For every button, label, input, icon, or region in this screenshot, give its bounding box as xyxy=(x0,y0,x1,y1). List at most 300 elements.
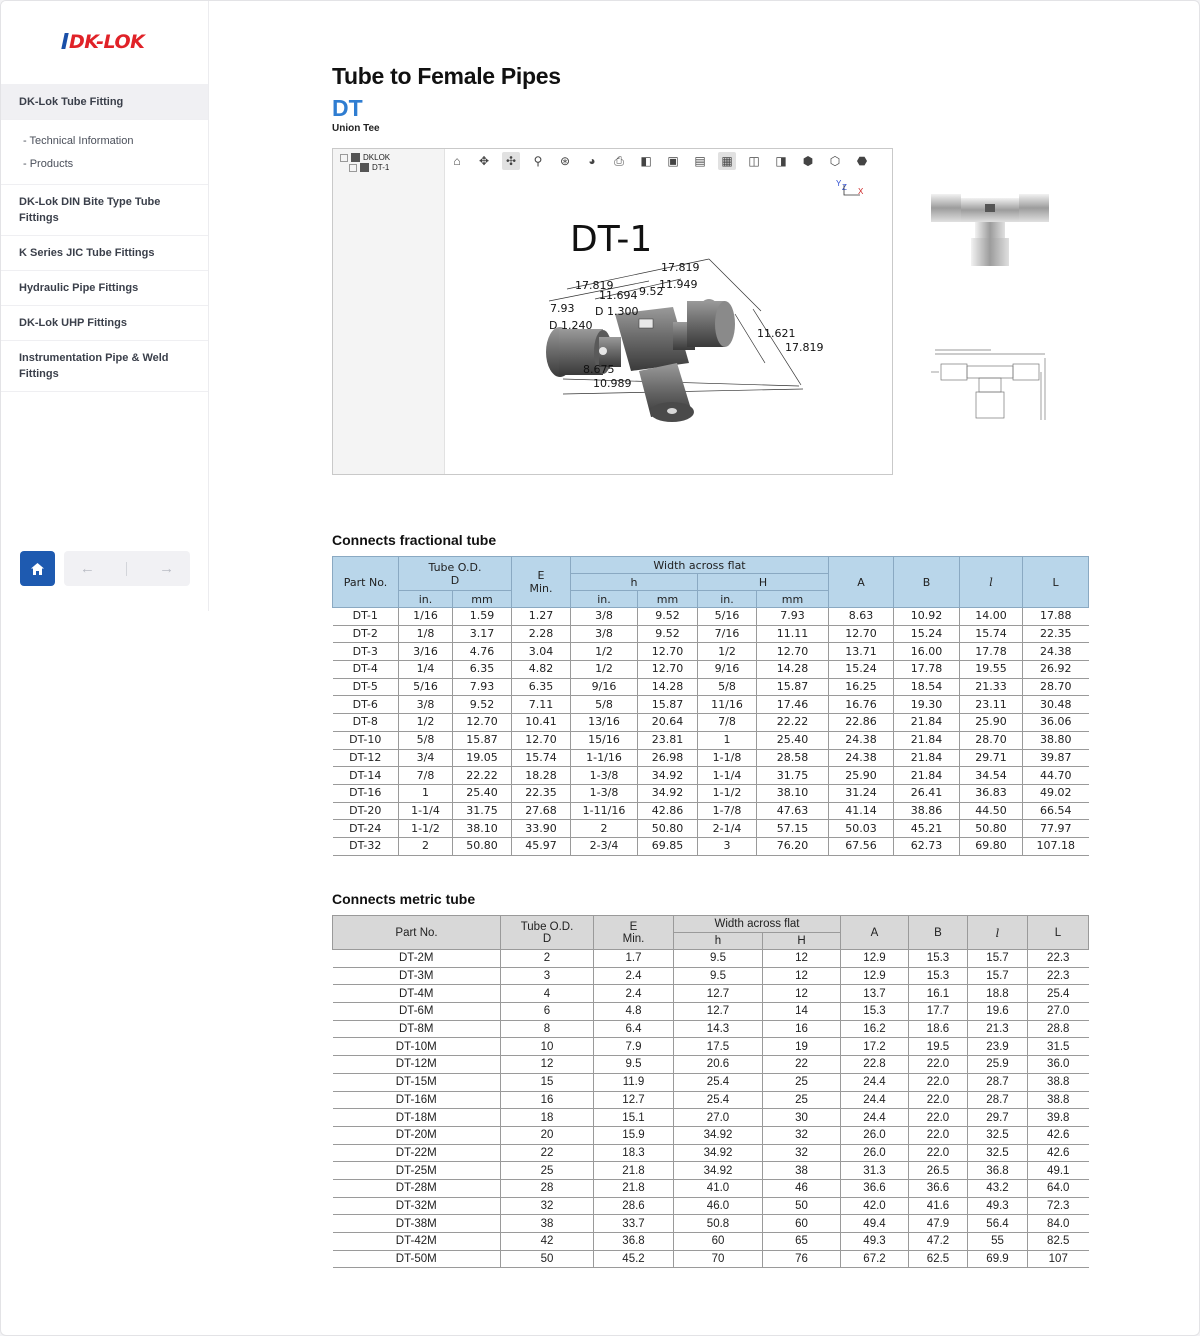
table-cell: 69.80 xyxy=(960,837,1023,855)
table-cell: 49.02 xyxy=(1023,784,1089,802)
table-cell: 50.8 xyxy=(674,1215,763,1233)
table-row xyxy=(333,749,1089,767)
header-d-label: D xyxy=(542,932,552,945)
table-cell: 44.50 xyxy=(960,802,1023,820)
part-number-cell: DT-5 xyxy=(333,678,399,696)
zoom-icon[interactable]: ⚲ xyxy=(533,154,543,168)
table-cell: 12 xyxy=(763,985,841,1003)
table-row xyxy=(333,1233,1089,1251)
part-number-cell: DT-3M xyxy=(333,967,501,985)
table-cell: 38.86 xyxy=(894,802,960,820)
table-cell: 5/8 xyxy=(571,696,638,714)
table-row xyxy=(333,1073,1089,1091)
table-cell: 31.3 xyxy=(841,1162,909,1180)
table-cell: 27.68 xyxy=(512,802,571,820)
shaded-edges-icon[interactable]: ▦ xyxy=(718,152,736,170)
table-cell: 13/16 xyxy=(571,714,638,732)
part-number-cell: DT-4 xyxy=(333,661,399,679)
table-cell: 62.5 xyxy=(909,1250,968,1268)
product-drawing-thumbnail[interactable] xyxy=(931,344,1049,424)
home-icon xyxy=(31,563,44,575)
view-top-icon[interactable]: ⬡ xyxy=(829,154,841,168)
table-cell: 25.9 xyxy=(968,1056,1028,1074)
table-cell: 9.52 xyxy=(638,608,698,626)
table-cell: 49.4 xyxy=(841,1215,909,1233)
next-arrow-icon[interactable]: → xyxy=(159,560,175,577)
dimension-label: 10.989 xyxy=(593,377,632,390)
table-row xyxy=(333,802,1089,820)
table-cell: 12.70 xyxy=(453,714,512,732)
table-cell: 47.63 xyxy=(757,802,829,820)
table-cell: 44.70 xyxy=(1023,767,1089,785)
table-cell: 56.4 xyxy=(968,1215,1028,1233)
table-cell: 2 xyxy=(571,820,638,838)
view-side-icon[interactable]: ⬣ xyxy=(856,154,868,168)
table-row xyxy=(333,1144,1089,1162)
table-cell: 22.86 xyxy=(829,714,894,732)
table-cell: 14.28 xyxy=(757,661,829,679)
table-cell: 9/16 xyxy=(698,661,757,679)
table-cell: 42.6 xyxy=(1028,1126,1089,1144)
table-cell: 3 xyxy=(501,967,594,985)
table-cell: 26.5 xyxy=(909,1162,968,1180)
table-cell: 7/8 xyxy=(399,767,453,785)
table-cell: 21.84 xyxy=(894,731,960,749)
part-number-cell: DT-12M xyxy=(333,1056,501,1074)
table-cell: 15.74 xyxy=(512,749,571,767)
table-cell: 1/2 xyxy=(399,714,453,732)
table-cell: 28.58 xyxy=(757,749,829,767)
table-cell: 24.4 xyxy=(841,1109,909,1127)
table-cell: 36.83 xyxy=(960,784,1023,802)
part-number-cell: DT-16M xyxy=(333,1091,501,1109)
measure-icon[interactable]: ⎙ xyxy=(614,153,624,168)
table-row xyxy=(333,1109,1089,1127)
fitting-3d-model[interactable] xyxy=(333,149,892,474)
table-row xyxy=(333,767,1089,785)
table-cell: 42.0 xyxy=(841,1197,909,1215)
table-cell: 7.93 xyxy=(757,608,829,626)
table-row xyxy=(333,1197,1089,1215)
table-cell: 20.6 xyxy=(674,1056,763,1074)
sidebar xyxy=(1,1,209,611)
table-cell: 15.87 xyxy=(757,678,829,696)
table-cell: 3/8 xyxy=(571,625,638,643)
header-l-big: L xyxy=(1023,557,1089,608)
table-cell: 24.4 xyxy=(841,1091,909,1109)
dimension-label: 9.52 xyxy=(639,285,664,298)
table-row xyxy=(333,1250,1089,1268)
table-cell: 38.10 xyxy=(757,784,829,802)
table-cell: 19.55 xyxy=(960,661,1023,679)
dimension-label: 8.675 xyxy=(583,363,615,376)
table-cell: 26.92 xyxy=(1023,661,1089,679)
table-cell: 38.80 xyxy=(1023,731,1089,749)
table-cell: 3/16 xyxy=(399,643,453,661)
table-row xyxy=(333,1003,1089,1021)
table-cell: 31.75 xyxy=(757,767,829,785)
table-cell: 4.8 xyxy=(594,1003,674,1021)
table-cell: 2-1/4 xyxy=(698,820,757,838)
table-cell: 22 xyxy=(501,1144,594,1162)
table-cell: 25.40 xyxy=(757,731,829,749)
table-cell: 16.00 xyxy=(894,643,960,661)
table-row xyxy=(333,696,1089,714)
table-cell: 5/8 xyxy=(399,731,453,749)
table-cell: 25.4 xyxy=(1028,985,1089,1003)
table-cell: 1/16 xyxy=(399,608,453,626)
table-cell: 15 xyxy=(501,1073,594,1091)
table-cell: 38.10 xyxy=(453,820,512,838)
table-cell: 24.4 xyxy=(841,1073,909,1091)
table-cell: 2-3/4 xyxy=(571,837,638,855)
table-cell: 15/16 xyxy=(571,731,638,749)
header-h-big: H xyxy=(763,933,841,950)
table-cell: 1-3/8 xyxy=(571,784,638,802)
table-cell: 16 xyxy=(763,1020,841,1038)
table-cell: 2.4 xyxy=(594,967,674,985)
table-cell: 49.3 xyxy=(968,1197,1028,1215)
table-cell: 50.80 xyxy=(960,820,1023,838)
table-cell: 20.64 xyxy=(638,714,698,732)
table-cell: 4.82 xyxy=(512,661,571,679)
table-cell: 1/2 xyxy=(571,643,638,661)
table-cell: 7/16 xyxy=(698,625,757,643)
header-h-small: h xyxy=(571,574,698,591)
table-cell: 46 xyxy=(763,1179,841,1197)
table-cell: 84.0 xyxy=(1028,1215,1089,1233)
header-min-label: Min. xyxy=(529,582,553,595)
table-cell: 41.0 xyxy=(674,1179,763,1197)
table-row xyxy=(333,714,1089,732)
table-cell: 32 xyxy=(763,1144,841,1162)
table-cell: 39.8 xyxy=(1028,1109,1089,1127)
table-cell: 1-1/2 xyxy=(399,820,453,838)
table-row xyxy=(333,985,1089,1003)
table-cell: 19 xyxy=(763,1038,841,1056)
section-icon[interactable]: ◕ xyxy=(588,154,596,168)
sidebar-subitem-products[interactable]: - Products xyxy=(23,158,74,170)
table-cell: 15.74 xyxy=(960,625,1023,643)
part-number-cell: DT-6 xyxy=(333,696,399,714)
rotate-icon[interactable]: ✣ xyxy=(502,152,520,170)
table-cell: 47.2 xyxy=(909,1233,968,1251)
header-unit-in: in. xyxy=(698,591,757,608)
view-front-icon[interactable]: ◫ xyxy=(748,154,760,168)
sidebar-subitem-technical-information[interactable]: - Technical Information xyxy=(23,135,134,147)
table-row xyxy=(333,837,1089,855)
metric-spec-table xyxy=(332,915,1089,1268)
table-cell: 23.9 xyxy=(968,1038,1028,1056)
table-cell: 13.7 xyxy=(841,985,909,1003)
axis-z-label: Z xyxy=(842,183,847,192)
part-number-cell: DT-20M xyxy=(333,1126,501,1144)
table-cell: 9.52 xyxy=(638,625,698,643)
table-cell: 5/16 xyxy=(698,608,757,626)
table-cell: 1/4 xyxy=(399,661,453,679)
table-cell: 28.70 xyxy=(1023,678,1089,696)
sidebar-item-uhp-fittings[interactable]: DK-Lok UHP Fittings xyxy=(1,306,208,341)
table-row xyxy=(333,625,1089,643)
table-cell: 45.2 xyxy=(594,1250,674,1268)
table-cell: 27.0 xyxy=(674,1109,763,1127)
dk-lok-logo[interactable] xyxy=(63,31,144,53)
table-cell: 26.98 xyxy=(638,749,698,767)
table-row xyxy=(333,1179,1089,1197)
table-cell: 72.3 xyxy=(1028,1197,1089,1215)
table-cell: 24.38 xyxy=(829,731,894,749)
table-cell: 1.27 xyxy=(512,608,571,626)
table-cell: 1-7/8 xyxy=(698,802,757,820)
table-row xyxy=(333,950,1089,968)
table-cell: 31.24 xyxy=(829,784,894,802)
table-cell: 27.0 xyxy=(1028,1003,1089,1021)
header-e-min xyxy=(594,916,674,950)
home-view-icon[interactable]: ⌂ xyxy=(453,154,461,168)
table-cell: 18.3 xyxy=(594,1144,674,1162)
table-cell: 1-1/16 xyxy=(571,749,638,767)
table-cell: 6.35 xyxy=(512,678,571,696)
table-cell: 1-11/16 xyxy=(571,802,638,820)
table-cell: 30.48 xyxy=(1023,696,1089,714)
table-cell: 1/2 xyxy=(698,643,757,661)
product-photo-thumbnail[interactable] xyxy=(931,186,1049,266)
header-h-big: H xyxy=(698,574,829,591)
table-cell: 22.35 xyxy=(512,784,571,802)
sidebar-item-instrumentation-pipe-weld[interactable]: Instrumentation Pipe & Weld Fittings xyxy=(1,341,208,392)
table-cell: 15.3 xyxy=(841,1003,909,1021)
table-cell: 38 xyxy=(501,1215,594,1233)
table-row xyxy=(333,784,1089,802)
prev-arrow-icon[interactable]: ← xyxy=(79,560,95,577)
header-b: B xyxy=(909,916,968,950)
table-row xyxy=(333,1162,1089,1180)
table-cell: 14.28 xyxy=(638,678,698,696)
table-cell: 47.9 xyxy=(909,1215,968,1233)
header-tube-od-label: Tube O.D. xyxy=(520,920,574,933)
table-cell: 64.0 xyxy=(1028,1179,1089,1197)
table-cell: 1/2 xyxy=(571,661,638,679)
table-cell: 28 xyxy=(501,1179,594,1197)
table-cell: 19.5 xyxy=(909,1038,968,1056)
part-number-cell: DT-38M xyxy=(333,1215,501,1233)
table-cell: 107.18 xyxy=(1023,837,1089,855)
table-cell: 45.97 xyxy=(512,837,571,855)
part-number-cell: DT-16 xyxy=(333,784,399,802)
table-cell: 82.5 xyxy=(1028,1233,1089,1251)
table-cell: 50.80 xyxy=(638,820,698,838)
table-cell: 25.40 xyxy=(453,784,512,802)
table-cell: 60 xyxy=(763,1215,841,1233)
logo-mark xyxy=(61,33,68,49)
header-tube-od-label: Tube O.D. xyxy=(428,560,482,574)
table-cell: 42.86 xyxy=(638,802,698,820)
header-l-big: L xyxy=(1028,916,1089,950)
table-cell: 26.41 xyxy=(894,784,960,802)
header-e-label: E xyxy=(629,920,638,933)
table-cell: 19.05 xyxy=(453,749,512,767)
hidden-line-icon[interactable]: ▤ xyxy=(694,154,706,168)
table-cell: 14.00 xyxy=(960,608,1023,626)
part-number-cell: DT-20 xyxy=(333,802,399,820)
header-d-label: D xyxy=(450,573,460,587)
table-cell: 17.46 xyxy=(757,696,829,714)
table-cell: 67.2 xyxy=(841,1250,909,1268)
table-cell: 10.92 xyxy=(894,608,960,626)
table-cell: 62.73 xyxy=(894,837,960,855)
table-cell: 43.2 xyxy=(968,1179,1028,1197)
table-cell: 16.1 xyxy=(909,985,968,1003)
table-cell: 46.0 xyxy=(674,1197,763,1215)
part-number-cell: DT-2M xyxy=(333,950,501,968)
table-cell: 12.70 xyxy=(829,625,894,643)
table-cell: 36.8 xyxy=(594,1233,674,1251)
header-unit-in: in. xyxy=(571,591,638,608)
part-number-cell: DT-6M xyxy=(333,1003,501,1021)
table-cell: 1-1/4 xyxy=(698,767,757,785)
table-cell: 34.92 xyxy=(638,767,698,785)
table-row xyxy=(333,1215,1089,1233)
table-cell: 12.7 xyxy=(594,1091,674,1109)
table-cell: 15.24 xyxy=(894,625,960,643)
table-cell: 1 xyxy=(698,731,757,749)
table-cell: 12.70 xyxy=(757,643,829,661)
wireframe-icon[interactable]: ▣ xyxy=(667,154,679,168)
header-unit-mm: mm xyxy=(638,591,698,608)
explode-icon[interactable]: ⊛ xyxy=(559,154,571,168)
table-cell: 3/4 xyxy=(399,749,453,767)
table-cell: 16.2 xyxy=(841,1020,909,1038)
table-cell: 31.75 xyxy=(453,802,512,820)
part-number-cell: DT-8 xyxy=(333,714,399,732)
table-cell: 36.06 xyxy=(1023,714,1089,732)
table-cell: 2 xyxy=(399,837,453,855)
table-cell: 17.5 xyxy=(674,1038,763,1056)
header-unit-in: in. xyxy=(399,591,453,608)
sidebar-item-din-bite-type[interactable]: DK-Lok DIN Bite Type Tube Fittings xyxy=(1,185,208,236)
product-code: DT xyxy=(332,95,363,121)
table-cell: 34.92 xyxy=(674,1162,763,1180)
table-cell: 28.7 xyxy=(968,1091,1028,1109)
table-cell: 21.8 xyxy=(594,1162,674,1180)
table-cell: 11.9 xyxy=(594,1073,674,1091)
header-part-no: Part No. xyxy=(333,557,399,608)
table-cell: 38.8 xyxy=(1028,1091,1089,1109)
table-cell: 17.78 xyxy=(894,661,960,679)
table-cell: 36.0 xyxy=(1028,1056,1089,1074)
table-cell: 42.6 xyxy=(1028,1144,1089,1162)
axis-y-label: Y xyxy=(836,179,842,188)
table-cell: 7.9 xyxy=(594,1038,674,1056)
table-cell: 12 xyxy=(501,1056,594,1074)
table-cell: 3 xyxy=(698,837,757,855)
tree-node-label: DKLOK xyxy=(363,153,391,162)
sidebar-item-dk-lok-tube-fitting[interactable]: DK-Lok Tube Fitting xyxy=(1,84,208,120)
home-button[interactable] xyxy=(20,551,55,586)
table-cell: 67.56 xyxy=(829,837,894,855)
table-cell: 5/8 xyxy=(698,678,757,696)
table-cell: 49.1 xyxy=(1028,1162,1089,1180)
table-row xyxy=(333,1020,1089,1038)
table-cell: 22.22 xyxy=(757,714,829,732)
table-cell: 50 xyxy=(763,1197,841,1215)
table-cell: 21.3 xyxy=(968,1020,1028,1038)
part-number-cell: DT-18M xyxy=(333,1109,501,1127)
header-tube-od xyxy=(399,557,512,591)
table-row xyxy=(333,608,1089,626)
table-cell: 22.35 xyxy=(1023,625,1089,643)
page-title: Tube to Female Pipes xyxy=(332,63,561,89)
table-cell: 15.87 xyxy=(453,731,512,749)
table-row xyxy=(333,678,1089,696)
table-cell: 11.11 xyxy=(757,625,829,643)
header-h-small: h xyxy=(674,933,763,950)
table-cell: 12.70 xyxy=(638,643,698,661)
table-cell: 23.11 xyxy=(960,696,1023,714)
table-cell: 22.0 xyxy=(909,1144,968,1162)
table-cell: 3.17 xyxy=(453,625,512,643)
sidebar-item-hydraulic-pipe[interactable]: Hydraulic Pipe Fittings xyxy=(1,271,208,306)
table-cell: 36.6 xyxy=(841,1179,909,1197)
header-e-min xyxy=(512,557,571,608)
view-iso-icon[interactable]: ⬢ xyxy=(802,154,814,168)
table-cell: 21.84 xyxy=(894,714,960,732)
table-cell: 76.20 xyxy=(757,837,829,855)
part-number-cell: DT-32M xyxy=(333,1197,501,1215)
cad-viewer[interactable] xyxy=(332,148,893,475)
table-cell: 42 xyxy=(501,1233,594,1251)
table-cell: 16.25 xyxy=(829,678,894,696)
sidebar-item-k-series-jic[interactable]: K Series JIC Tube Fittings xyxy=(1,236,208,271)
table-cell: 12 xyxy=(763,950,841,968)
view-back-icon[interactable]: ◨ xyxy=(775,154,787,168)
fractional-section-title: Connects fractional tube xyxy=(332,532,497,548)
table-cell: 25 xyxy=(763,1073,841,1091)
sidebar-submenu xyxy=(1,120,208,185)
table-row xyxy=(333,643,1089,661)
table-cell: 16.76 xyxy=(829,696,894,714)
table-cell: 21.84 xyxy=(894,767,960,785)
table-cell: 16 xyxy=(501,1091,594,1109)
table-cell: 11/16 xyxy=(698,696,757,714)
table-cell: 25 xyxy=(501,1162,594,1180)
part-number-cell: DT-10M xyxy=(333,1038,501,1056)
table-cell: 12.7 xyxy=(674,1003,763,1021)
table-cell: 1/8 xyxy=(399,625,453,643)
table-cell: 6.35 xyxy=(453,661,512,679)
table-cell: 9/16 xyxy=(571,678,638,696)
axis-x-label: X xyxy=(858,187,864,196)
table-cell: 15.7 xyxy=(968,967,1028,985)
part-number-cell: DT-50M xyxy=(333,1250,501,1268)
part-number-cell: DT-1 xyxy=(333,608,399,626)
table-cell: 24.38 xyxy=(829,749,894,767)
table-cell: 18.6 xyxy=(909,1020,968,1038)
table-cell: 20 xyxy=(501,1126,594,1144)
table-row xyxy=(333,1056,1089,1074)
table-cell: 45.21 xyxy=(894,820,960,838)
table-cell: 7.11 xyxy=(512,696,571,714)
table-row xyxy=(333,1038,1089,1056)
table-cell: 25 xyxy=(763,1091,841,1109)
table-cell: 7/8 xyxy=(698,714,757,732)
table-cell: 6 xyxy=(501,1003,594,1021)
part-number-cell: DT-14 xyxy=(333,767,399,785)
shaded-icon[interactable]: ◧ xyxy=(640,154,652,168)
pan-icon[interactable]: ✥ xyxy=(478,154,490,168)
table-cell: 15.87 xyxy=(638,696,698,714)
table-cell: 18.8 xyxy=(968,985,1028,1003)
